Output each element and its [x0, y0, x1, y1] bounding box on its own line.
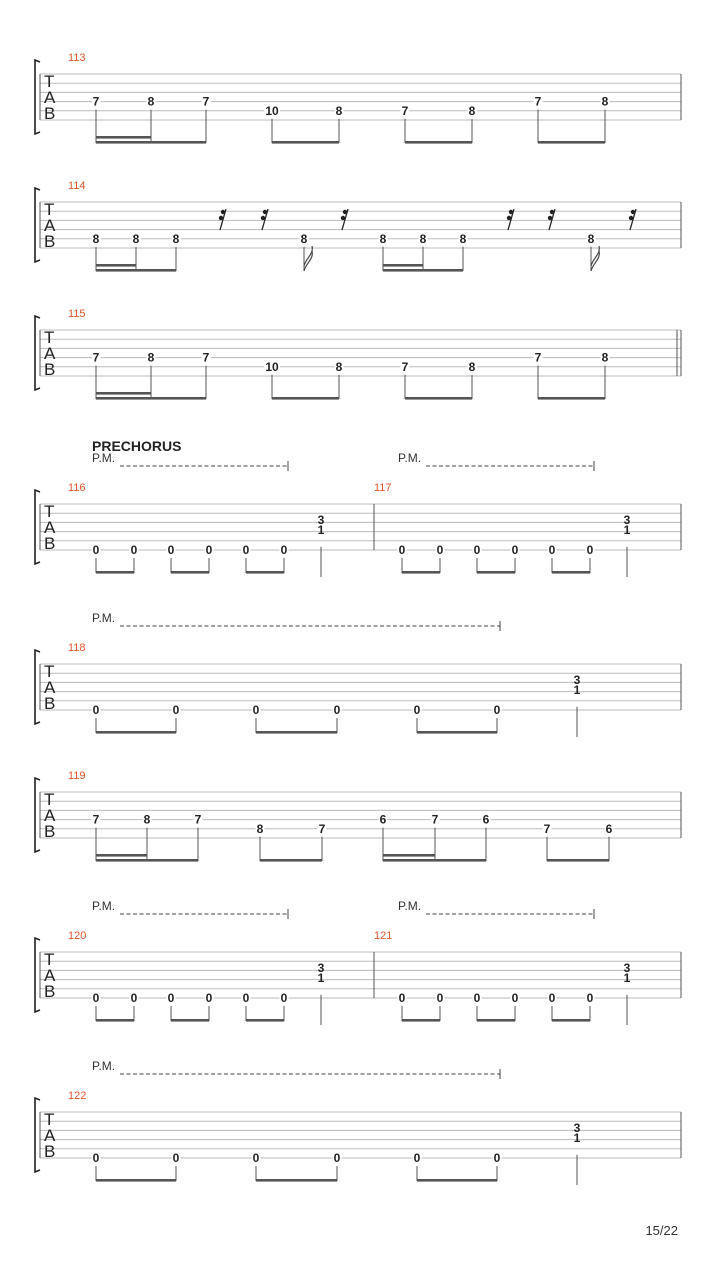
tab-clef-letter: B: [44, 534, 56, 553]
fret-number: 0: [493, 1151, 501, 1165]
fret-number: 8: [256, 821, 264, 836]
system-bracket: [35, 490, 40, 564]
eighth-beam: [383, 269, 463, 272]
chord-fret-number: 1: [317, 522, 325, 537]
fret-number: 7: [534, 94, 542, 109]
fret-number: 0: [92, 543, 100, 557]
fret-number: 0: [280, 991, 288, 1005]
measure-number: 121: [374, 930, 393, 942]
tab-system: [35, 60, 681, 134]
sixteenth-rest-icon: [629, 209, 636, 230]
eighth-beam: [417, 731, 497, 734]
fret-number: 0: [511, 543, 519, 557]
fret-number: 0: [586, 991, 594, 1005]
tab-clef-letter: T: [44, 662, 55, 681]
fret-number: 8: [587, 231, 595, 246]
sixteenth-rest-icon: [261, 209, 268, 230]
fret-number: 0: [92, 1151, 100, 1165]
tab-clef-letter: B: [44, 1142, 56, 1161]
fret-number: 6: [482, 812, 490, 827]
fret-number: 0: [333, 1151, 341, 1165]
fret-number: 10: [265, 359, 279, 374]
fret-number: 0: [92, 991, 100, 1005]
fret-number: 8: [172, 231, 180, 246]
chord-fret-number: 1: [623, 522, 631, 537]
eighth-beam: [171, 571, 209, 574]
fret-number: 0: [511, 991, 519, 1005]
fret-number: 7: [92, 350, 100, 365]
sixteenth-rest-icon: [507, 209, 514, 230]
fret-number: 7: [431, 812, 439, 827]
measure-number: 122: [68, 1090, 87, 1102]
fret-number: 8: [601, 94, 609, 109]
fret-number: 8: [468, 359, 476, 374]
fret-number: 0: [548, 543, 556, 557]
measure-number: 118: [68, 642, 86, 654]
eighth-beam: [272, 397, 339, 400]
eighth-beam: [538, 397, 605, 400]
tab-clef-letter: B: [44, 104, 56, 123]
fret-number: 0: [586, 543, 594, 557]
eighth-beam: [477, 571, 515, 574]
fret-number: 0: [493, 703, 501, 717]
system-bracket: [35, 188, 40, 262]
system-bracket: [35, 60, 40, 134]
tab-clef-letter: A: [44, 216, 56, 235]
system-bracket: [35, 1098, 40, 1172]
fret-number: 6: [379, 812, 387, 827]
palm-mute-label: P.M.: [92, 1059, 116, 1073]
tab-system: [35, 316, 681, 390]
system-bracket: [35, 316, 40, 390]
sixteenth-rest-icon: [219, 209, 226, 230]
eighth-beam: [552, 1019, 590, 1022]
fret-number: 0: [172, 1151, 180, 1165]
fret-number: 0: [167, 991, 175, 1005]
sixteenth-beam: [383, 264, 423, 267]
fret-number: 7: [401, 359, 409, 374]
chord-fret-number: 3: [573, 672, 581, 687]
tab-clef-letter: A: [44, 88, 56, 107]
tab-clef-letter: T: [44, 950, 55, 969]
fret-number: 7: [202, 350, 210, 365]
fret-number: 0: [167, 543, 175, 557]
tab-clef-letter: B: [44, 694, 56, 713]
chord-fret-number: 3: [623, 512, 631, 527]
eighth-beam: [96, 141, 206, 144]
eighth-beam: [96, 1179, 176, 1182]
chord-fret-number: 1: [317, 970, 325, 985]
fret-number: 7: [543, 821, 551, 836]
eighth-beam: [96, 731, 176, 734]
fret-number: 7: [92, 94, 100, 109]
fret-number: 0: [473, 991, 481, 1005]
fret-number: 0: [413, 1151, 421, 1165]
fret-number: 8: [143, 812, 151, 827]
measure-number: 120: [68, 930, 87, 942]
eighth-beam: [96, 571, 134, 574]
eighth-beam: [417, 1179, 497, 1182]
tab-clef-letter: T: [44, 1110, 55, 1129]
measure-number: 114: [68, 180, 86, 192]
fret-number: 0: [413, 703, 421, 717]
tab-clef-letter: A: [44, 806, 56, 825]
measure-number: 116: [68, 482, 86, 494]
palm-mute-label: P.M.: [92, 899, 116, 913]
chord-fret-number: 3: [623, 960, 631, 975]
eighth-beam: [96, 269, 176, 272]
tab-clef-letter: T: [44, 72, 55, 91]
eighth-beam: [96, 859, 198, 862]
fret-number: 7: [534, 350, 542, 365]
eighth-beam: [402, 571, 440, 574]
tab-clef-letter: B: [44, 360, 56, 379]
eighth-beam: [171, 1019, 209, 1022]
tab-system: [35, 188, 681, 262]
system-bracket: [35, 938, 40, 1012]
chord-fret-number: 3: [317, 960, 325, 975]
palm-mute-label: P.M.: [398, 899, 422, 913]
fret-number: 0: [92, 703, 100, 717]
sixteenth-beam: [96, 136, 151, 139]
tab-system: [35, 650, 681, 724]
fret-number: 8: [379, 231, 387, 246]
sixteenth-rest-icon: [548, 209, 555, 230]
fret-number: 7: [401, 103, 409, 118]
measure-number: 117: [374, 482, 392, 494]
eighth-beam: [256, 731, 337, 734]
tab-clef-letter: A: [44, 966, 56, 985]
sixteenth-beam: [96, 264, 136, 267]
fret-number: 0: [398, 543, 406, 557]
tab-clef-letter: T: [44, 790, 55, 809]
sixteenth-beam: [383, 854, 435, 857]
section-label: PRECHORUS: [92, 438, 182, 454]
measure-number: 115: [68, 308, 86, 320]
system-bracket: [35, 650, 40, 724]
eighth-beam: [405, 397, 472, 400]
palm-mute-label: P.M.: [92, 611, 116, 625]
eighth-beam: [383, 859, 486, 862]
fret-number: 8: [335, 103, 343, 118]
tab-clef-letter: B: [44, 982, 56, 1001]
eighth-beam: [260, 859, 322, 862]
fret-number: 0: [130, 991, 138, 1005]
fret-number: 8: [468, 103, 476, 118]
sixteenth-flag-icon: [304, 246, 312, 271]
fret-number: 10: [265, 103, 279, 118]
tab-clef-letter: A: [44, 678, 56, 697]
fret-number: 8: [147, 94, 155, 109]
fret-number: 7: [318, 821, 326, 836]
fret-number: 0: [205, 543, 213, 557]
fret-number: 8: [132, 231, 140, 246]
eighth-beam: [538, 141, 605, 144]
sixteenth-beam: [96, 392, 151, 395]
tab-clef-letter: B: [44, 232, 56, 251]
palm-mute-label: P.M.: [92, 451, 116, 465]
fret-number: 0: [280, 543, 288, 557]
system-bracket: [35, 778, 40, 852]
fret-number: 0: [473, 543, 481, 557]
chord-fret-number: 3: [573, 1120, 581, 1135]
tab-system: [35, 1098, 681, 1172]
fret-number: 0: [130, 543, 138, 557]
fret-number: 8: [300, 231, 308, 246]
fret-number: 8: [419, 231, 427, 246]
fret-number: 8: [92, 231, 100, 246]
eighth-beam: [246, 571, 284, 574]
fret-number: 8: [601, 350, 609, 365]
tab-clef-letter: T: [44, 328, 55, 347]
fret-number: 0: [172, 703, 180, 717]
eighth-beam: [246, 1019, 284, 1022]
sixteenth-beam: [96, 854, 147, 857]
eighth-beam: [477, 1019, 515, 1022]
fret-number: 7: [202, 94, 210, 109]
sixteenth-flag-icon: [591, 246, 599, 271]
tab-system: [35, 778, 681, 852]
chord-fret-number: 3: [317, 512, 325, 527]
fret-number: 7: [194, 812, 202, 827]
tab-clef-letter: T: [44, 200, 55, 219]
eighth-beam: [405, 141, 472, 144]
measure-number: 119: [68, 770, 86, 782]
eighth-beam: [547, 859, 609, 862]
fret-number: 0: [436, 543, 444, 557]
fret-number: 0: [398, 991, 406, 1005]
palm-mute-label: P.M.: [398, 451, 422, 465]
eighth-beam: [552, 571, 590, 574]
fret-number: 7: [92, 812, 100, 827]
fret-number: 0: [252, 1151, 260, 1165]
eighth-beam: [96, 1019, 134, 1022]
tab-clef-letter: A: [44, 1126, 56, 1145]
fret-number: 8: [147, 350, 155, 365]
tab-clef-letter: B: [44, 822, 56, 841]
fret-number: 0: [242, 991, 250, 1005]
chord-fret-number: 1: [573, 1130, 581, 1145]
sixteenth-rest-icon: [341, 209, 348, 230]
fret-number: 0: [242, 543, 250, 557]
chord-fret-number: 1: [573, 682, 581, 697]
fret-number: 6: [605, 821, 613, 836]
eighth-beam: [96, 397, 206, 400]
fret-number: 8: [459, 231, 467, 246]
eighth-beam: [272, 141, 339, 144]
fret-number: 8: [335, 359, 343, 374]
measure-number: 113: [68, 52, 86, 64]
fret-number: 0: [436, 991, 444, 1005]
fret-number: 0: [548, 991, 556, 1005]
tab-clef-letter: A: [44, 344, 56, 363]
chord-fret-number: 1: [623, 970, 631, 985]
fret-number: 0: [252, 703, 260, 717]
page-number: 15/22: [645, 1223, 678, 1238]
fret-number: 0: [333, 703, 341, 717]
fret-number: 0: [205, 991, 213, 1005]
eighth-beam: [256, 1179, 337, 1182]
tab-clef-letter: A: [44, 518, 56, 537]
tab-clef-letter: T: [44, 502, 55, 521]
eighth-beam: [402, 1019, 440, 1022]
